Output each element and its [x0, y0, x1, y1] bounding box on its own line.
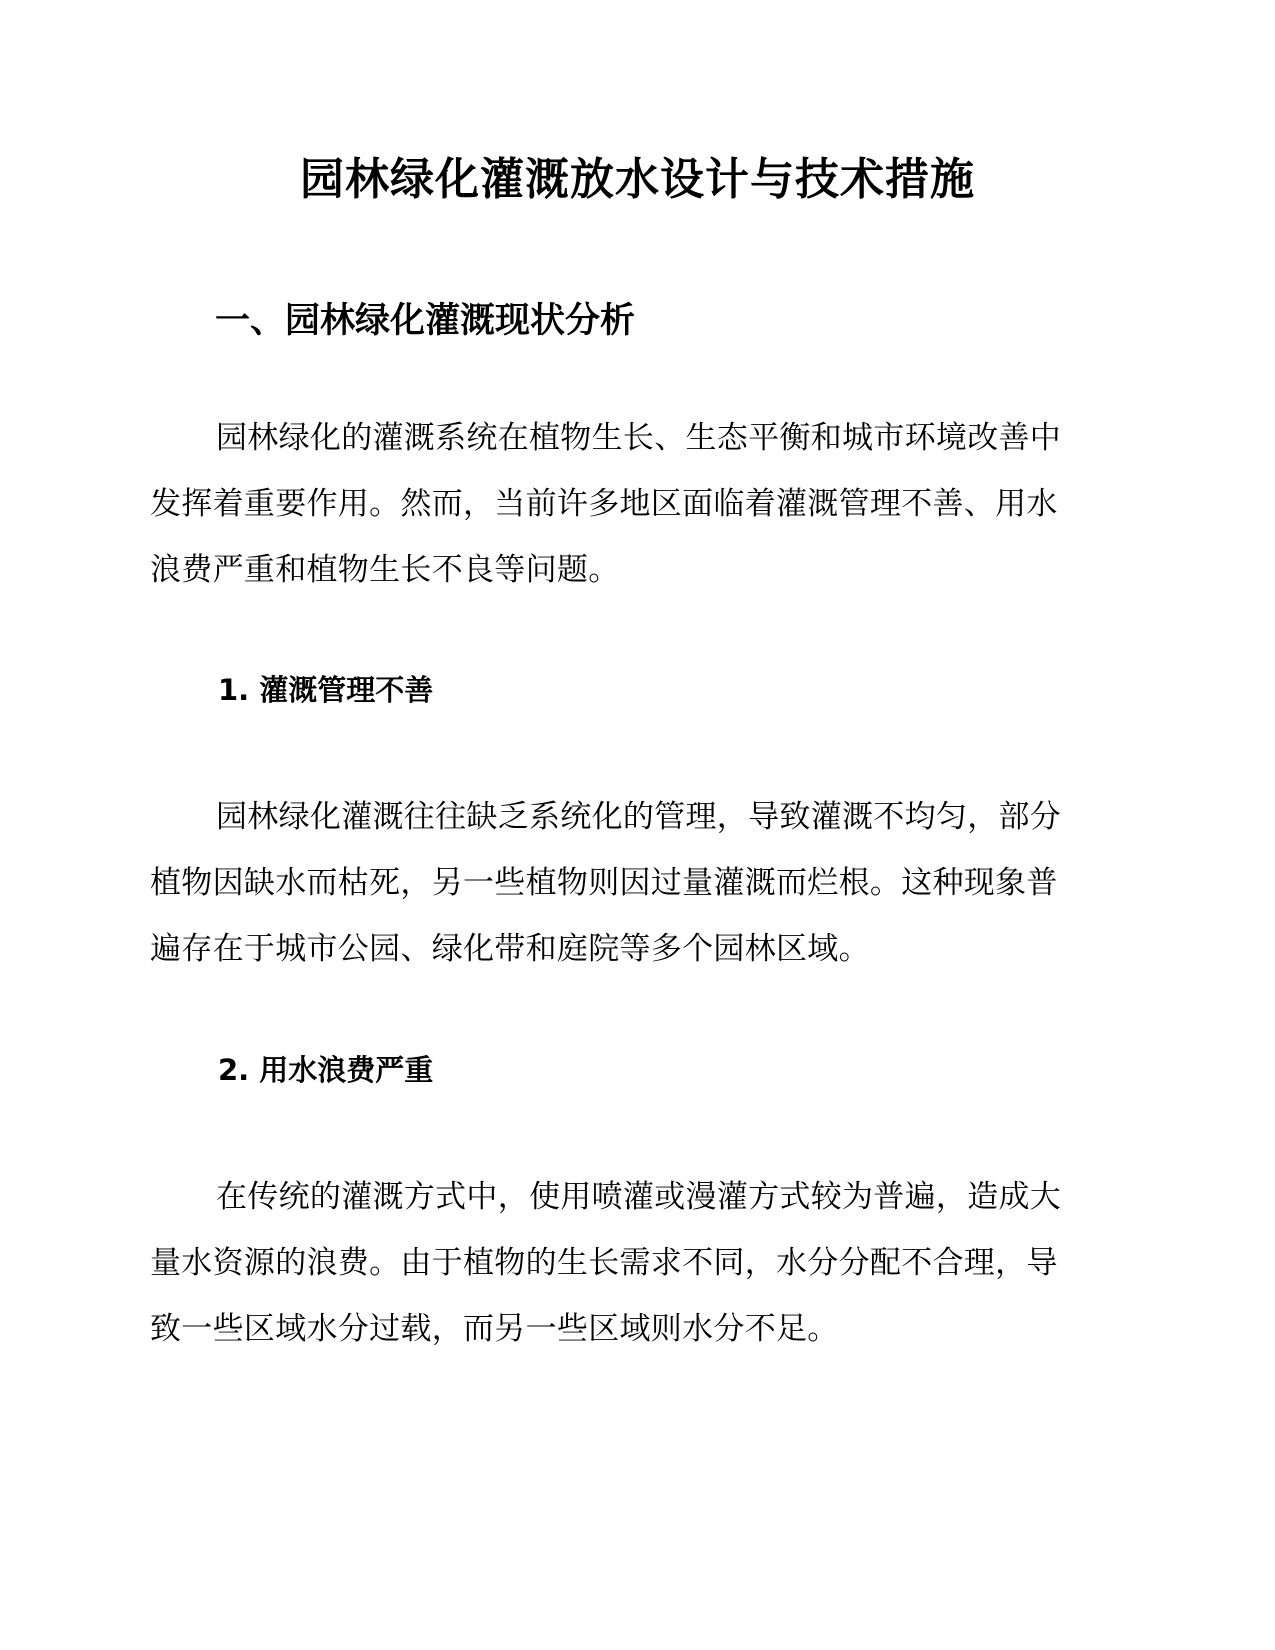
subsection-paragraph — [150, 1164, 1130, 1362]
section-heading: 一、园林绿化灌溉现状分析 — [215, 301, 636, 341]
paragraph-line: 发挥着重要作用。然而，当前许多地区面临着灌溉管理不善、用水 — [150, 486, 1058, 522]
paragraph-line: 遍存在于城市公园、绿化带和庭院等多个园林区域。 — [150, 931, 870, 967]
subsection-heading: 1. 灌溉管理不善 — [218, 673, 434, 707]
paragraph-line: 植物因缺水而枯死，另一些植物则因过量灌溉而烂根。这种现象普 — [150, 865, 1058, 901]
subsection-heading: 2. 用水浪费严重 — [218, 1053, 434, 1087]
document-title: 园林绿化灌溉放水设计与技术措施 — [300, 154, 975, 205]
paragraph-line: 园林绿化灌溉往往缺乏系统化的管理，导致灌溉不均匀，部分 — [216, 799, 1062, 835]
paragraph-line: 量水资源的浪费。由于植物的生长需求不同，水分分配不合理，导 — [150, 1245, 1058, 1281]
paragraph-line: 园林绿化的灌溉系统在植物生长、生态平衡和城市环境改善中 — [216, 420, 1062, 456]
intro-paragraph — [150, 405, 1130, 603]
subsection-paragraph — [150, 784, 1130, 982]
paragraph-line: 在传统的灌溉方式中，使用喷灌或漫灌方式较为普遍，造成大 — [216, 1179, 1062, 1215]
paragraph-line: 浪费严重和植物生长不良等问题。 — [150, 552, 620, 588]
paragraph-line: 致一些区域水分过载，而另一些区域则水分不足。 — [150, 1311, 839, 1347]
